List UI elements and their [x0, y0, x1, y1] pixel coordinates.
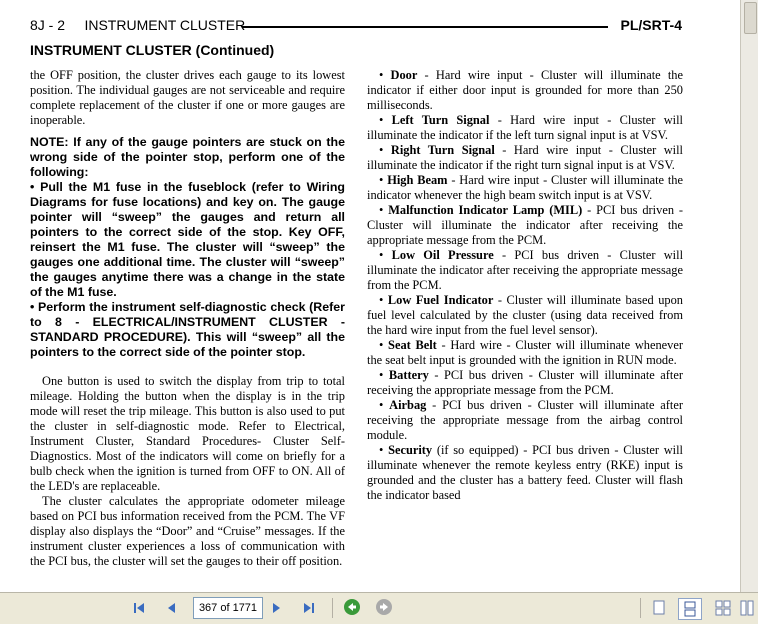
go-forward-icon[interactable] — [376, 599, 392, 615]
indicator-text: - Hard wire input - Cluster will illuminate the indicator if the right turn signal input is at VSV. — [367, 143, 684, 172]
vertical-scrollbar[interactable] — [740, 0, 758, 592]
indicator-text: - PCI bus driven - Cluster will illuminate after receiving the appropriate message from the PCM. — [367, 368, 683, 397]
indicator-term: Right Turn Signal — [390, 143, 495, 157]
indicator-text: - Hard wire input - Cluster will illuminate the indicator if either door input is grounded for more than 250 milliseconds. — [367, 68, 683, 112]
right-column — [367, 68, 683, 503]
indicator-text: - Hard wire - Cluster will illuminate whenever the seat belt input is grounded with the ignition in RUN mode. — [367, 338, 683, 367]
header-model: PL/SRT-4 — [620, 17, 682, 33]
toolbar-separator — [332, 598, 333, 618]
scrollbar-thumb[interactable] — [744, 2, 757, 34]
page-number-field[interactable]: 367 of 1771 — [193, 597, 263, 619]
indicator-term: Airbag — [389, 398, 427, 412]
indicator-item: • High Beam - Hard wire input - Cluster will illuminate the indicator whenever the high beam switch input is at VSV. — [367, 173, 684, 202]
note-text: NOTE: If any of the gauge pointers are stuck on the wrong side of the pointer stop, perform one of the following: — [30, 135, 345, 179]
indicator-term: High Beam — [387, 173, 448, 187]
split-view-icon[interactable] — [738, 598, 756, 618]
indicator-term: Malfunction Indicator Lamp (MIL) — [388, 203, 583, 217]
toolbar-separator — [640, 598, 641, 618]
note-bullet-1: • Pull the M1 fuse in the fuseblock (refer to Wiring Diagrams for fuse locations) and key on. The gauge pointer will “sweep” the gauges and return all pointers to the correct side of the stop. Key OFF, reinsert the M1 fuse. The cluster will “sweep” the gauges one additional time. The cluster will “sweep” the gauges anytime there was a change in the state of the M1 fuse. — [30, 180, 345, 299]
viewer-toolbar — [0, 592, 758, 624]
indicator-item: • Battery - PCI bus driven - Cluster will illuminate after receiving the appropriate message from the PCM. — [367, 368, 683, 397]
note-bullet-2: • Perform the instrument self-diagnostic check (Refer to 8 - ELECTRICAL/INSTRUMENT CLUSTER - STANDARD PROCEDURE). This will “sweep” all the pointers to the correct side of the pointer stop. — [30, 300, 345, 359]
indicator-item: • Low Fuel Indicator - Cluster will illuminate based upon fuel level calculated by the cluster (using data received from the hard wire input from the fuel level sensor). — [367, 293, 684, 337]
indicator-item: • Door - Hard wire input - Cluster will illuminate the indicator if either door input is grounded for more than 250 milliseconds. — [367, 68, 683, 112]
last-page-icon[interactable] — [300, 599, 318, 617]
header-rule — [242, 26, 608, 28]
next-page-icon[interactable] — [268, 599, 286, 617]
left-paragraph-3: The cluster calculates the appropriate odometer mileage based on PCI bus information received from the PCM. The VF display also displays the “Door” and “Cruise” messages. If the instrument cluster experiences a loss of communication with the PCI bus, the cluster will set the gauges to their off position. — [30, 494, 345, 568]
facing-pages-view-icon[interactable] — [712, 598, 734, 618]
indicator-item: • Left Turn Signal - Hard wire input - Cluster will illuminate the indicator if the left turn signal input is at VSV. — [367, 113, 683, 142]
left-paragraph-1: the OFF position, the cluster drives each gauge to its lowest position. The individual gauges are not serviceable and require complete replacement of the cluster if one or more gauges are inoperable. — [30, 68, 345, 127]
indicator-item: • Malfunction Indicator Lamp (MIL) - PCI bus driven - Cluster will illuminate the indicator after receiving the appropriate message from the PCM. — [367, 203, 684, 247]
indicator-text: - Hard wire input - Cluster will illuminate the indicator whenever the high beam switch input is at VSV. — [367, 173, 684, 202]
first-page-icon[interactable] — [130, 599, 148, 617]
indicator-text: - PCI bus driven - Cluster will illuminate after receiving the appropriate message from the airbag control module. — [367, 398, 683, 442]
indicator-text: - PCI bus driven - Cluster will illuminate the indicator after receiving the appropriate message from the PCM. — [367, 248, 684, 292]
go-back-icon[interactable] — [344, 599, 360, 615]
section-title: INSTRUMENT CLUSTER (Continued) — [30, 42, 275, 58]
indicator-item: • Seat Belt - Hard wire - Cluster will illuminate whenever the seat belt input is grounded with the ignition in RUN mode. — [367, 338, 683, 367]
indicator-item: • Security (if so equipped) - PCI bus driven - Cluster will illuminate whenever the remote keyless entry (RKE) input is grounded and the cluster has a battery feed. Cluster will flash the indicator based — [367, 443, 684, 502]
indicator-term: Security — [388, 443, 433, 457]
indicator-item: • Low Oil Pressure - PCI bus driven - Cluster will illuminate the indicator after receiving the appropriate message from the PCM. — [367, 248, 684, 292]
indicator-text: (if so equipped) - PCI bus driven - Cluster will illuminate whenever the remote keyless entry (RKE) input is grounded and the cluster has a battery feed. Cluster will flash the indicator based — [367, 443, 684, 502]
header-left — [30, 17, 245, 33]
indicator-text: - PCI bus driven - Cluster will illuminate the indicator after receiving the appropriate message from the PCM. — [367, 203, 684, 247]
indicator-text: - Hard wire input - Cluster will illuminate the indicator if the left turn signal input is at VSV. — [367, 113, 683, 142]
indicator-term: Low Fuel Indicator — [387, 293, 494, 307]
indicator-term: Seat Belt — [388, 338, 437, 352]
indicator-term: Battery — [388, 368, 429, 382]
header-section: 8J - 2 — [30, 17, 66, 33]
previous-page-icon[interactable] — [162, 599, 180, 617]
indicator-term: Left Turn Signal — [391, 113, 490, 127]
indicator-item: • Right Turn Signal - Hard wire input - Cluster will illuminate the indicator if the right turn signal input is at VSV. — [367, 143, 684, 172]
indicator-term: Low Oil Pressure — [391, 248, 494, 262]
page-header — [30, 17, 682, 37]
single-page-view-icon[interactable] — [648, 598, 670, 618]
indicator-term: Door — [390, 68, 418, 82]
indicator-text: - Cluster will illuminate based upon fuel level calculated by the cluster (using data received from the hard wire input from the fuel level sensor). — [367, 293, 684, 337]
left-column — [30, 68, 345, 569]
left-paragraph-2: One button is used to switch the display from trip to total mileage. Holding the button when the display is in the trip mode will reset the trip mileage. This button is also used to put the cluster in self-diagnostic mode. Refer to Electrical, Instrument Cluster, Standard Procedures- Cluster Self-Diagnostics. Most of the indicators will come on briefly for a bulb check when the ignition is turned from OFF to ON. All of the LED's are replaceable. — [30, 374, 345, 493]
indicator-item: • Airbag - PCI bus driven - Cluster will illuminate after receiving the appropriate message from the airbag control module. — [367, 398, 683, 442]
continuous-view-icon[interactable] — [678, 598, 702, 620]
header-title: INSTRUMENT CLUSTER — [84, 17, 246, 33]
